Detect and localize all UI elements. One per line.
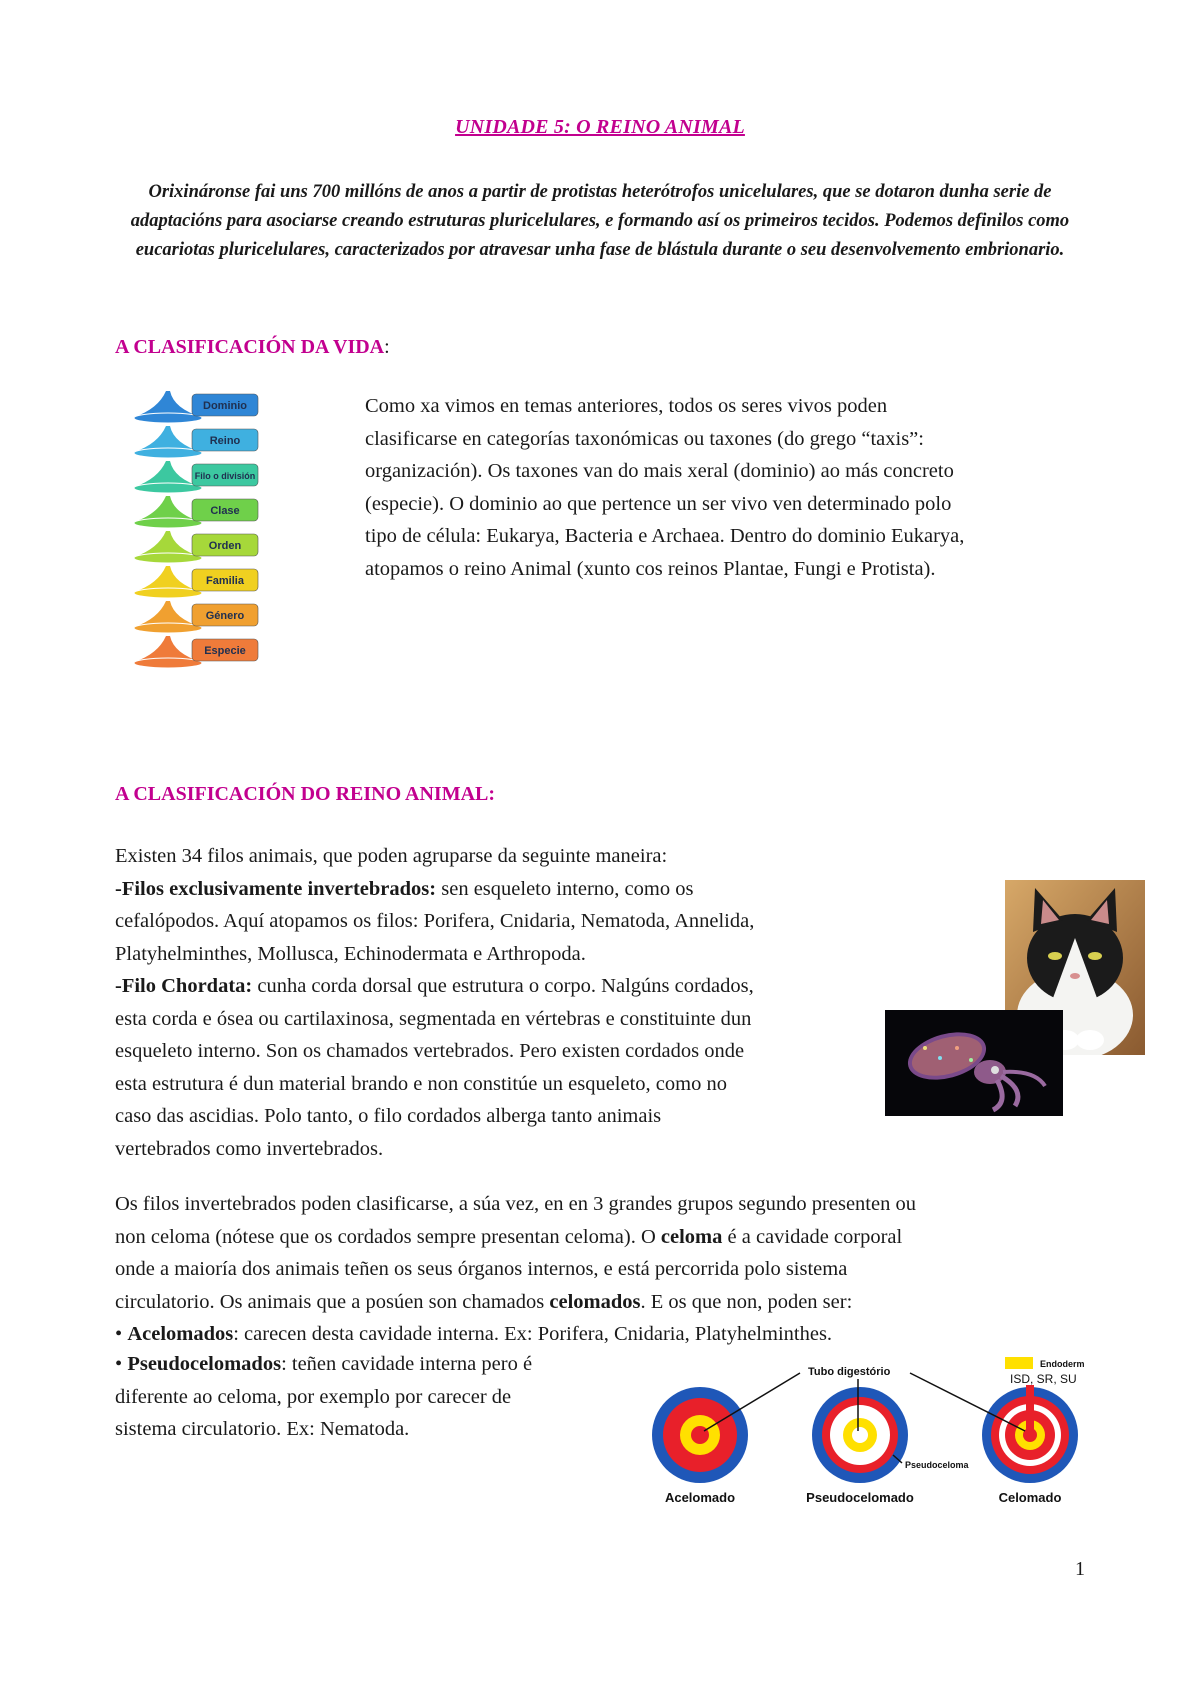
para-line: Existen 34 filos animais, que poden agruparse da seguinte maneira:: [115, 845, 668, 867]
taxonomy-stack: [134, 391, 258, 668]
taxonomy-cone-base: [134, 518, 202, 528]
celomados-term: celomados: [549, 1290, 641, 1313]
invertebrate-groups-paragraph: [115, 1188, 1105, 1351]
bullet-acelomados: [115, 1318, 1105, 1351]
taxonomy-cone-base: [134, 413, 202, 423]
taxonomy-label: Género: [205, 610, 245, 622]
filos-text: sen esqueleto interno, como os: [436, 877, 694, 900]
legend-codes: ISD, SR, SU: [1010, 1372, 1077, 1386]
para-line: caso das ascidias. Polo tanto, o filo cordados alberga tanto animais: [115, 1105, 662, 1127]
section-heading-animal-kingdom: A CLASIFICACIÓN DO REINO ANIMAL:: [115, 783, 496, 805]
heading-colon: :: [384, 336, 390, 358]
text: : teñen cavidade interna pero é: [281, 1353, 533, 1375]
para-line: onde a maioría dos animais teñen os seus órganos internos, e está percorrida polo sistema: [115, 1258, 848, 1280]
tubo-digestorio-label: Tubo digestório: [808, 1366, 891, 1378]
taxonomy-cone-base: [134, 448, 202, 458]
taxonomy-cone-base: [134, 623, 202, 633]
bullet-pseudocelomados: [115, 1348, 635, 1381]
para-line: atopamos o reino Animal (xunto cos reinos Plantae, Fungi e Protista).: [365, 557, 936, 580]
pseudocelomados-paragraph: [115, 1348, 635, 1446]
intro-paragraph: Orixináronse fai uns 700 millóns de anos a partir de protistas heterótrofos unicelulares, que se dotaron dunha serie de adaptacións para asociarse creando estruturas pluricelulares, e formando así os primeiros tecidos. Podemos definilos como eucariotas pluricelulares, caracterizados por atravesar unha fase de blástula durante o seu desenvolvemento embrionario.: [130, 182, 1070, 260]
para-line: esqueleto interno. Son os chamados vertebrados. Pero existen cordados onde: [115, 1040, 745, 1062]
para-line: Os filos invertebrados poden clasificarse, a súa vez, en en 3 grandes grupos segundo presenten ou: [115, 1193, 916, 1215]
taxonomy-hierarchy-figure: [128, 383, 278, 683]
acelomado-target: [652, 1387, 748, 1483]
taxonomy-cone-base: [134, 553, 202, 563]
para-line: Platyhelminthes, Mollusca, Echinodermata e Arthropoda.: [115, 942, 586, 965]
page-title: UNIDADE 5: O REINO ANIMAL: [455, 116, 745, 138]
cephalopod-photo: [885, 1010, 1063, 1116]
para-line: vertebrados como invertebrados.: [115, 1137, 384, 1160]
taxonomy-label: Filo o división: [194, 471, 256, 481]
para-line: organización). Os taxones van do mais xeral (dominio) ao más concreto: [365, 460, 954, 482]
endoderm-label: Endoderm: [1040, 1359, 1085, 1369]
para-line: esta corda e ósea ou cartilaxinosa, segmentada en vértebras e constituinte dun: [115, 1007, 752, 1030]
para-line: [115, 970, 885, 1003]
section-heading-classification-life: [115, 336, 390, 359]
pseudocelomado-label: Pseudocelomado: [806, 1490, 914, 1505]
para-line: clasificarse en categorías taxonómicas ou taxones (do grego “taxis”:: [365, 427, 924, 450]
celomado-label: Celomado: [998, 1490, 1062, 1505]
celomado-target: [982, 1385, 1078, 1483]
taxonomy-cone-base: [134, 588, 202, 598]
para-line: cefalópodos. Aquí atopamos os filos: Porifera, Cnidaria, Nematoda, Annelida,: [115, 910, 755, 932]
taxonomy-cone-base: [134, 483, 202, 493]
classification-paragraph: [365, 390, 1105, 585]
text: : carecen desta cavidade interna. Ex: Porifera, Cnidaria, Platyhelminthes.: [233, 1323, 833, 1345]
taxonomy-label: Clase: [210, 505, 240, 517]
taxonomy-label: Dominio: [203, 400, 247, 412]
body-cavity-diagram: [640, 1355, 1095, 1515]
celoma-term: celoma: [660, 1225, 723, 1248]
taxonomy-label: Orden: [208, 540, 242, 552]
para-line: diferente ao celoma, por exemplo por carecer de: [115, 1385, 512, 1408]
endoderm-swatch: [1005, 1357, 1033, 1369]
taxonomy-label: Reino: [209, 435, 241, 447]
acelomado-label: Acelomado: [664, 1490, 736, 1505]
page-number: 1: [1075, 1558, 1085, 1580]
taxonomy-cone-base: [134, 658, 202, 668]
bullet: •: [115, 1323, 123, 1345]
text: non celoma (nótese que os cordados sempre presentan celoma). O: [115, 1225, 661, 1248]
bullet: •: [115, 1353, 123, 1375]
filos-label: -Filos exclusivamente invertebrados:: [115, 877, 437, 900]
taxonomy-label: Especie: [204, 645, 246, 657]
chordata-label: -Filo Chordata:: [115, 975, 253, 997]
para-line: sistema circulatorio. Ex: Nematoda.: [115, 1418, 410, 1440]
para-line: [115, 873, 885, 906]
taxonomy-label: Familia: [206, 575, 244, 587]
para-line: tipo de célula: Eukarya, Bacteria e Archaea. Dentro do dominio Eukarya,: [365, 525, 965, 547]
para-line: esta estrutura é dun material brando e non constitúe un esqueleto, como no: [115, 1072, 727, 1095]
pseudoceloma-label: Pseudoceloma: [905, 1460, 969, 1470]
text: circulatorio. Os animais que a posúen son chamados: [115, 1290, 550, 1313]
chordata-text: cunha corda dorsal que estrutura o corpo. Nalgúns cordados,: [252, 975, 754, 997]
text: . E os que non, poden ser:: [640, 1290, 853, 1313]
para-line: Como xa vimos en temas anteriores, todos os seres vivos poden: [365, 395, 888, 417]
text: é a cavidade corporal: [722, 1225, 903, 1248]
para-line: [115, 1221, 1105, 1254]
heading-text: A CLASIFICACIÓN DA VIDA: [115, 336, 385, 358]
animal-kingdom-paragraph: [115, 840, 885, 1165]
pseudocelomados-term: Pseudocelomados: [127, 1353, 282, 1375]
acelomados-term: Acelomados: [127, 1323, 234, 1345]
pseudocelomado-target: [812, 1387, 908, 1483]
para-line: (especie). O dominio ao que pertence un ser vivo ven determinado polo: [365, 492, 952, 515]
para-line: [115, 1286, 1105, 1319]
